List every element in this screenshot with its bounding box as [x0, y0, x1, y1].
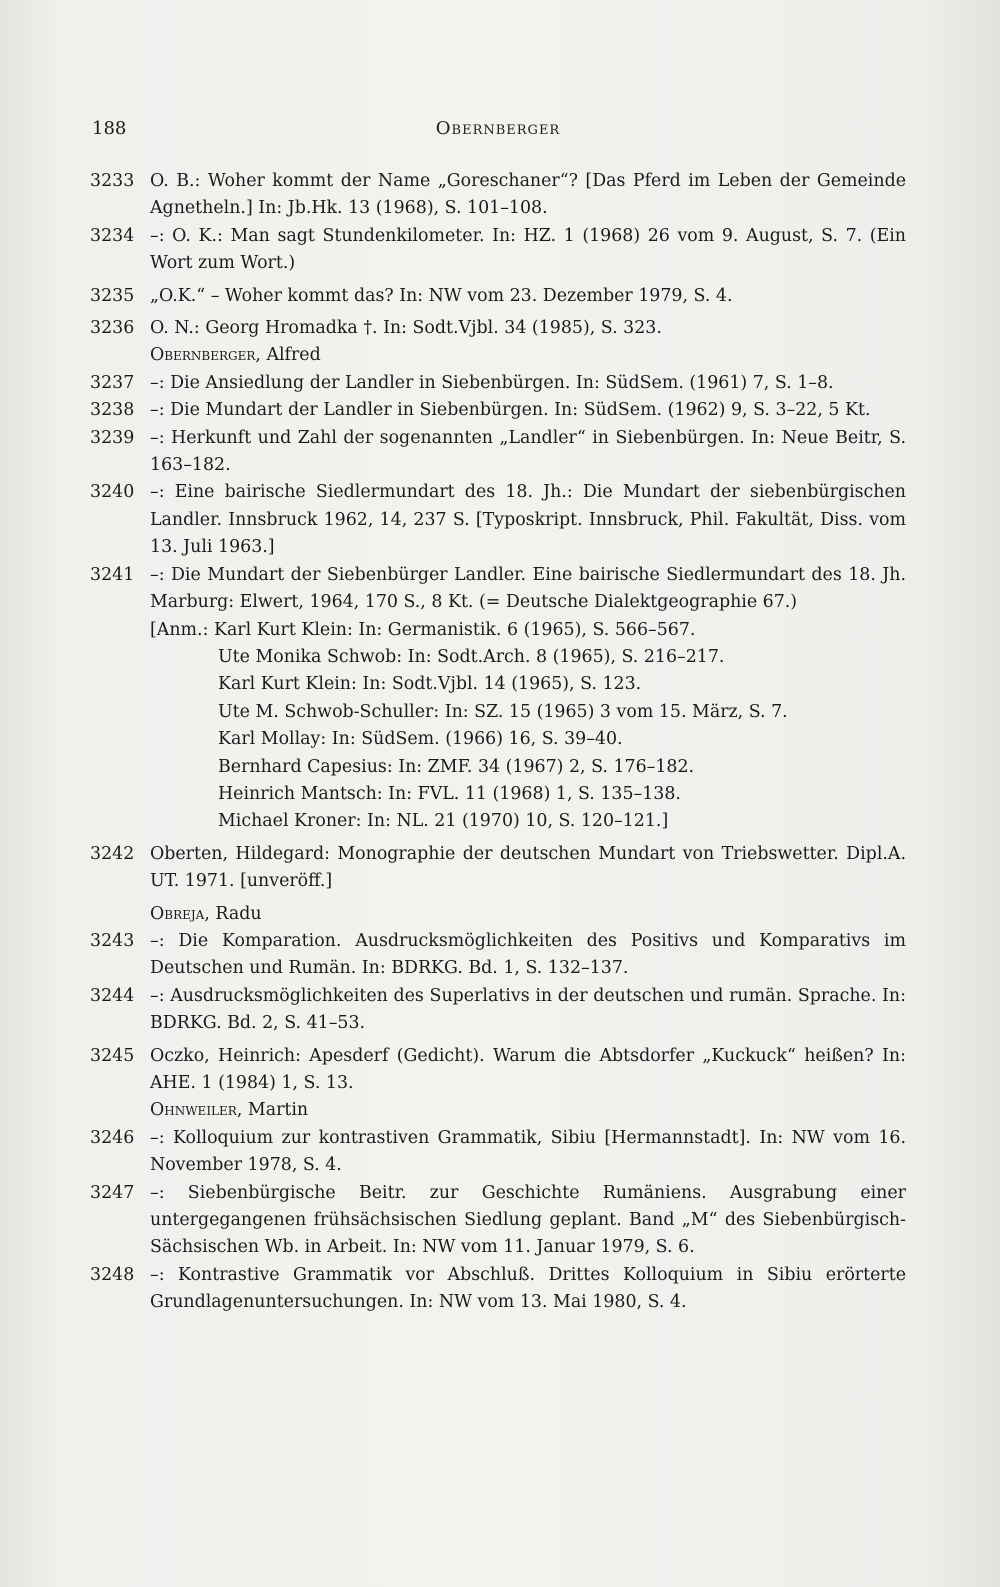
entry-number: 3244	[90, 985, 135, 1006]
entry-number: 3247	[90, 1182, 135, 1203]
author-surname: Obreja	[150, 903, 205, 924]
entry-text: –: Die Ansiedlung der Landler in Siebenbürgen. In: SüdSem. (1961) 7, S. 1–8.	[150, 372, 834, 393]
entry-text: „O.K.“ – Woher kommt das? In: NW vom 23. Dezember 1979, S. 4.	[150, 285, 733, 306]
entry-3237	[90, 370, 906, 397]
entry-text: –: Kontrastive Grammatik vor Abschluß. Drittes Kolloquium in Sibiu erörterte Grundlagenuntersuchungen. In: NW vom 13. Mai 1980, S. 4.	[150, 1264, 906, 1313]
entry-text: –: Siebenbürgische Beitr. zur Geschichte Rumäniens. Ausgrabung einer untergegangenen frühsächsischen Siedlung geplant. Band „M“ des Siebenbürgisch-Sächsischen Wb. in Arbeit. In: NW vom 11. Januar 1979, S. 6.	[150, 1182, 906, 1258]
entry-number: 3239	[90, 427, 135, 448]
entry-3248	[90, 1262, 906, 1317]
entry-number: 3245	[90, 1045, 135, 1066]
entry-3233	[90, 168, 906, 223]
author-given-name: Martin	[247, 1100, 309, 1121]
annotation-line: Karl Mollay: In: SüdSem. (1966) 16, S. 39–40.	[218, 729, 623, 750]
entry-number: 3238	[90, 400, 135, 421]
entry-text: –: Kolloquium zur kontrastiven Grammatik, Sibiu [Hermannstadt]. In: NW vom 16. November 1978, S. 4.	[150, 1127, 906, 1176]
entry-3238	[90, 397, 906, 424]
annotation-line: Karl Kurt Klein: In: Sodt.Vjbl. 14 (1965), S. 123.	[218, 674, 642, 695]
author-given-name: Alfred	[266, 345, 321, 366]
review-annotations	[90, 617, 906, 836]
bibliography-entries	[90, 168, 906, 1317]
entry-text: –: Die Mundart der Siebenbürger Landler. Eine bairische Siedlermundart des 18. Jh. Marburg: Elwert, 1964, 170 S., 8 Kt. (= Deutsche Dialektgeographie 67.)	[150, 564, 906, 613]
entry-text: –: Die Komparation. Ausdrucksmöglichkeiten des Positivs und Komparativs im Deutschen und Rumän. In: BDRKG. Bd. 1, S. 132–137.	[150, 930, 906, 979]
entry-text: –: Eine bairische Siedlermundart des 18. Jh.: Die Mundart der siebenbürgischen Landler. Innsbruck 1962, 14, 237 S. [Typoskript. Innsbruck, Phil. Fakultät, Diss. vom 13. Juli 1963.]	[150, 482, 906, 558]
entry-3242	[90, 841, 906, 896]
author-heading-obernberger: Obernberger, Alfred	[150, 345, 321, 366]
entry-text: Oberten, Hildegard: Monographie der deutschen Mundart von Triebswetter. Dipl.A. UT. 1971. [unveröff.]	[150, 843, 906, 892]
entry-3236	[90, 315, 906, 342]
entry-3247	[90, 1180, 906, 1262]
annotation-line: Ute M. Schwob-Schuller: In: SZ. 15 (1965) 3 vom 15. März, S. 7.	[218, 701, 788, 722]
author-surname: Obernberger	[150, 345, 256, 366]
entry-3239	[90, 425, 906, 480]
entry-3235	[90, 283, 906, 310]
entry-3246	[90, 1125, 906, 1180]
entry-3244	[90, 983, 906, 1038]
entry-number: 3246	[90, 1127, 135, 1148]
annotation-line: Michael Kroner: In: NL. 21 (1970) 10, S. 120–121.]	[218, 811, 669, 832]
page-number: 188	[92, 118, 127, 139]
entry-3234	[90, 223, 906, 278]
page-header	[92, 118, 904, 144]
annotation-line: [Anm.: Karl Kurt Klein: In: Germanistik. 6 (1965), S. 566–567.	[150, 619, 696, 640]
entry-number: 3237	[90, 372, 135, 393]
entry-3243	[90, 928, 906, 983]
entry-text: –: Die Mundart der Landler in Siebenbürgen. In: SüdSem. (1962) 9, S. 3–22, 5 Kt.	[150, 400, 871, 421]
entry-text: O. N.: Georg Hromadka †. In: Sodt.Vjbl. 34 (1985), S. 323.	[150, 318, 662, 339]
entry-number: 3234	[90, 225, 135, 246]
author-heading-ohnweiler: Ohnweiler, Martin	[150, 1100, 309, 1121]
entry-text: Oczko, Heinrich: Apesderf (Gedicht). Warum die Abtsdorfer „Kuckuck“ heißen? In: AHE. 1 (1984) 1, S. 13.	[150, 1045, 906, 1093]
entry-number: 3241	[90, 564, 135, 585]
entry-number: 3240	[90, 482, 135, 503]
author-surname: Ohnweiler	[150, 1100, 237, 1121]
entry-number: 3242	[90, 843, 135, 864]
entry-text: –: Herkunft und Zahl der sogenannten „Landler“ in Siebenbürgen. In: Neue Beitr, S. 163–182.	[150, 427, 906, 476]
entry-number: 3233	[90, 171, 135, 191]
annotation-line: Ute Monika Schwob: In: Sodt.Arch. 8 (1965), S. 216–217.	[218, 646, 725, 667]
annotation-line: Bernhard Capesius: In: ZMF. 34 (1967) 2, S. 176–182.	[218, 756, 695, 777]
entry-text: O. B.: Woher kommt der Name „Goreschaner“? [Das Pferd im Leben der Gemeinde Agnetheln.] In: Jb.Hk. 13 (1968), S. 101–108.	[150, 171, 906, 219]
author-heading-obreja: Obreja, Radu	[150, 903, 262, 924]
entry-text: –: O. K.: Man sagt Stundenkilometer. In: HZ. 1 (1968) 26 vom 9. August, S. 7. (Ein Wort zum Wort.)	[150, 225, 906, 274]
entry-number: 3236	[90, 318, 135, 339]
entry-number: 3243	[90, 930, 135, 951]
entry-3245	[90, 1043, 906, 1098]
author-given-name: Radu	[215, 903, 262, 924]
entry-3241	[90, 562, 906, 617]
running-head: Obernberger	[435, 118, 561, 139]
entry-3240	[90, 479, 906, 561]
entry-number: 3235	[90, 285, 135, 306]
entry-number: 3248	[90, 1264, 135, 1285]
annotation-line: Heinrich Mantsch: In: FVL. 11 (1968) 1, S. 135–138.	[218, 783, 681, 804]
entry-text: –: Ausdrucksmöglichkeiten des Superlativs in der deutschen und rumän. Sprache. In: BDRKG. Bd. 2, S. 41–53.	[150, 985, 906, 1034]
